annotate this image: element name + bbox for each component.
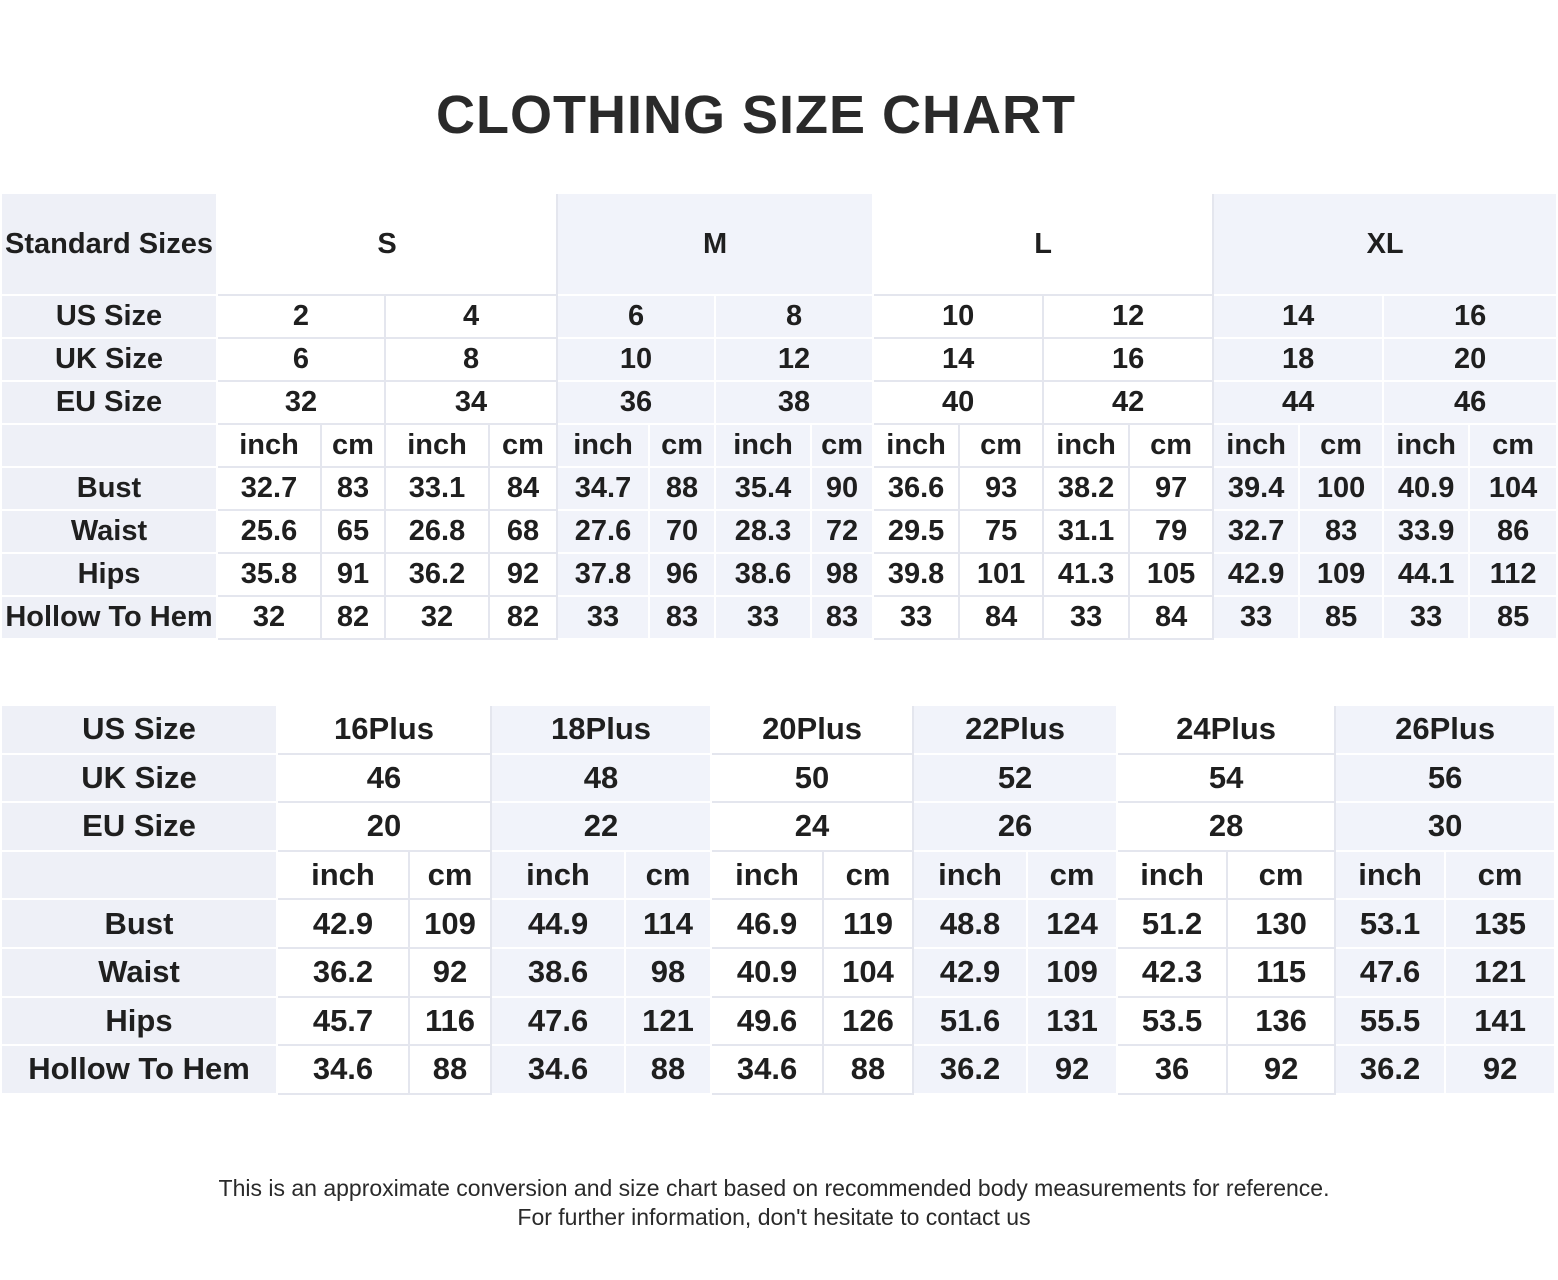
measurement-cell: 82 <box>322 597 386 640</box>
table-row <box>2 803 1556 852</box>
size-cell: 40 <box>874 382 1044 425</box>
measurement-cell: 36.2 <box>386 554 490 597</box>
table-row <box>2 852 1556 901</box>
table-row <box>2 900 1556 949</box>
measurement-cell: 51.2 <box>1118 900 1228 949</box>
size-cell: 38 <box>716 382 874 425</box>
measurement-cell: 65 <box>322 511 386 554</box>
measurement-cell: 83 <box>322 468 386 511</box>
measurement-cell: 55.5 <box>1336 998 1446 1047</box>
measurement-cell: 124 <box>1028 900 1118 949</box>
measurement-cell: 112 <box>1470 554 1558 597</box>
standard-size-table <box>2 194 1558 640</box>
unit-cell: inch <box>492 852 626 901</box>
measurement-cell: 33 <box>874 597 960 640</box>
measurement-cell: 33.1 <box>386 468 490 511</box>
unit-cell: inch <box>218 425 322 468</box>
row-label: US Size <box>2 706 278 755</box>
measurement-cell: 86 <box>1470 511 1558 554</box>
size-cell: 54 <box>1118 755 1336 804</box>
size-cell: 6 <box>218 339 386 382</box>
measurement-cell: 98 <box>812 554 874 597</box>
size-cell: 16 <box>1044 339 1214 382</box>
size-cell: 20 <box>1384 339 1558 382</box>
measurement-cell: 32.7 <box>218 468 322 511</box>
size-cell: 12 <box>1044 296 1214 339</box>
measurement-cell: 92 <box>1028 1046 1118 1095</box>
measurement-cell: 34.6 <box>278 1046 410 1095</box>
unit-cell: inch <box>712 852 824 901</box>
measurement-cell: 33 <box>716 597 812 640</box>
footer-note: This is an approximate conversion and size chart based on recommended body measurements for reference. <box>218 1175 1330 1201</box>
measurement-cell: 115 <box>1228 949 1336 998</box>
table-row <box>2 949 1556 998</box>
measurement-cell: 84 <box>490 468 558 511</box>
measurement-cell: 91 <box>322 554 386 597</box>
measurement-cell: 32 <box>218 597 322 640</box>
measurement-cell: 88 <box>650 468 716 511</box>
size-cell: 24Plus <box>1118 706 1336 755</box>
measurement-cell: 33 <box>558 597 650 640</box>
unit-cell: cm <box>650 425 716 468</box>
size-cell: 36 <box>558 382 716 425</box>
measurement-cell: 36 <box>1118 1046 1228 1095</box>
measurement-cell: 33 <box>1384 597 1470 640</box>
measurement-cell: 28.3 <box>716 511 812 554</box>
unit-cell: cm <box>490 425 558 468</box>
measurement-label: Hollow To Hem <box>2 1046 278 1095</box>
measurement-cell: 98 <box>626 949 712 998</box>
unit-cell: inch <box>386 425 490 468</box>
size-cell: 20 <box>278 803 492 852</box>
size-cell: 14 <box>874 339 1044 382</box>
unit-cell: inch <box>558 425 650 468</box>
size-cell: 14 <box>1214 296 1384 339</box>
measurement-cell: 68 <box>490 511 558 554</box>
table-row <box>2 706 1556 755</box>
measurement-cell: 116 <box>410 998 492 1047</box>
unit-cell: cm <box>824 852 914 901</box>
measurement-cell: 79 <box>1130 511 1214 554</box>
measurement-cell: 72 <box>812 511 874 554</box>
measurement-cell: 33 <box>1044 597 1130 640</box>
measurement-cell: 90 <box>812 468 874 511</box>
measurement-cell: 36.2 <box>914 1046 1028 1095</box>
measurement-cell: 121 <box>626 998 712 1047</box>
measurement-cell: 32.7 <box>1214 511 1300 554</box>
measurement-cell: 96 <box>650 554 716 597</box>
measurement-cell: 75 <box>960 511 1044 554</box>
unit-row-label <box>2 425 218 468</box>
measurement-cell: 34.7 <box>558 468 650 511</box>
size-cell: 34 <box>386 382 558 425</box>
measurement-cell: 104 <box>824 949 914 998</box>
size-cell: 30 <box>1336 803 1556 852</box>
size-cell: 16 <box>1384 296 1558 339</box>
measurement-label: Hips <box>2 998 278 1047</box>
unit-cell: cm <box>1028 852 1118 901</box>
row-label: EU Size <box>2 803 278 852</box>
measurement-cell: 88 <box>824 1046 914 1095</box>
size-cell: 42 <box>1044 382 1214 425</box>
measurement-cell: 136 <box>1228 998 1336 1047</box>
measurement-cell: 105 <box>1130 554 1214 597</box>
measurement-cell: 29.5 <box>874 511 960 554</box>
measurement-cell: 84 <box>960 597 1044 640</box>
size-cell: 8 <box>386 339 558 382</box>
size-cell: 6 <box>558 296 716 339</box>
size-cell: 44 <box>1214 382 1384 425</box>
size-group-header: L <box>874 194 1214 296</box>
measurement-cell: 100 <box>1300 468 1384 511</box>
size-cell: 10 <box>874 296 1044 339</box>
unit-row-label <box>2 852 278 901</box>
measurement-cell: 38.6 <box>716 554 812 597</box>
table-row <box>2 597 1558 640</box>
unit-cell: cm <box>1300 425 1384 468</box>
measurement-cell: 38.2 <box>1044 468 1130 511</box>
size-cell: 22 <box>492 803 712 852</box>
row-label: US Size <box>2 296 218 339</box>
measurement-label: Hollow To Hem <box>2 597 218 640</box>
table-row <box>2 382 1558 425</box>
unit-cell: cm <box>1446 852 1556 901</box>
measurement-cell: 39.8 <box>874 554 960 597</box>
measurement-label: Waist <box>2 511 218 554</box>
size-cell: 24 <box>712 803 914 852</box>
unit-cell: cm <box>1228 852 1336 901</box>
size-cell: 26Plus <box>1336 706 1556 755</box>
measurement-cell: 114 <box>626 900 712 949</box>
measurement-cell: 48.8 <box>914 900 1028 949</box>
size-cell: 28 <box>1118 803 1336 852</box>
measurement-cell: 93 <box>960 468 1044 511</box>
measurement-cell: 53.5 <box>1118 998 1228 1047</box>
unit-cell: cm <box>322 425 386 468</box>
measurement-label: Waist <box>2 949 278 998</box>
measurement-cell: 101 <box>960 554 1044 597</box>
unit-cell: inch <box>278 852 410 901</box>
size-cell: 2 <box>218 296 386 339</box>
size-group-header: S <box>218 194 558 296</box>
size-cell: 32 <box>218 382 386 425</box>
measurement-cell: 135 <box>1446 900 1556 949</box>
measurement-cell: 119 <box>824 900 914 949</box>
measurement-cell: 40.9 <box>712 949 824 998</box>
unit-cell: cm <box>960 425 1044 468</box>
measurement-cell: 34.6 <box>712 1046 824 1095</box>
measurement-cell: 33.9 <box>1384 511 1470 554</box>
measurement-cell: 109 <box>1300 554 1384 597</box>
size-cell: 10 <box>558 339 716 382</box>
measurement-cell: 82 <box>490 597 558 640</box>
size-cell: 22Plus <box>914 706 1118 755</box>
measurement-cell: 85 <box>1300 597 1384 640</box>
measurement-cell: 45.7 <box>278 998 410 1047</box>
measurement-cell: 47.6 <box>492 998 626 1047</box>
measurement-cell: 42.3 <box>1118 949 1228 998</box>
measurement-cell: 53.1 <box>1336 900 1446 949</box>
measurement-cell: 39.4 <box>1214 468 1300 511</box>
measurement-cell: 130 <box>1228 900 1336 949</box>
table-row <box>2 998 1556 1047</box>
table-row <box>2 511 1558 554</box>
size-cell: 56 <box>1336 755 1556 804</box>
measurement-cell: 26.8 <box>386 511 490 554</box>
measurement-cell: 32 <box>386 597 490 640</box>
measurement-cell: 92 <box>1446 1046 1556 1095</box>
size-cell: 26 <box>914 803 1118 852</box>
measurement-cell: 51.6 <box>914 998 1028 1047</box>
measurement-cell: 121 <box>1446 949 1556 998</box>
measurement-cell: 83 <box>650 597 716 640</box>
size-cell: 18Plus <box>492 706 712 755</box>
row-label: UK Size <box>2 755 278 804</box>
unit-cell: inch <box>874 425 960 468</box>
table-row <box>2 1046 1556 1095</box>
size-cell: 12 <box>716 339 874 382</box>
measurement-cell: 41.3 <box>1044 554 1130 597</box>
measurement-cell: 109 <box>410 900 492 949</box>
table-row <box>2 468 1558 511</box>
unit-cell: inch <box>914 852 1028 901</box>
measurement-label: Hips <box>2 554 218 597</box>
measurement-cell: 42.9 <box>914 949 1028 998</box>
measurement-cell: 126 <box>824 998 914 1047</box>
measurement-cell: 33 <box>1214 597 1300 640</box>
measurement-cell: 35.4 <box>716 468 812 511</box>
row-label: EU Size <box>2 382 218 425</box>
unit-cell: cm <box>410 852 492 901</box>
unit-cell: cm <box>1470 425 1558 468</box>
measurement-cell: 42.9 <box>1214 554 1300 597</box>
unit-cell: inch <box>1044 425 1130 468</box>
unit-cell: inch <box>1384 425 1470 468</box>
measurement-cell: 25.6 <box>218 511 322 554</box>
measurement-cell: 35.8 <box>218 554 322 597</box>
size-group-header: M <box>558 194 874 296</box>
size-cell: 52 <box>914 755 1118 804</box>
measurement-cell: 42.9 <box>278 900 410 949</box>
size-cell: 48 <box>492 755 712 804</box>
table-row <box>2 339 1558 382</box>
measurement-label: Bust <box>2 468 218 511</box>
measurement-cell: 37.8 <box>558 554 650 597</box>
size-cell: 46 <box>278 755 492 804</box>
standard-sizes-label: Standard Sizes <box>2 194 218 296</box>
unit-cell: inch <box>1118 852 1228 901</box>
measurement-cell: 131 <box>1028 998 1118 1047</box>
row-label: UK Size <box>2 339 218 382</box>
measurement-label: Bust <box>2 900 278 949</box>
unit-cell: cm <box>1130 425 1214 468</box>
measurement-cell: 84 <box>1130 597 1214 640</box>
unit-cell: cm <box>812 425 874 468</box>
measurement-cell: 34.6 <box>492 1046 626 1095</box>
table-row <box>2 425 1558 468</box>
measurement-cell: 88 <box>626 1046 712 1095</box>
size-cell: 18 <box>1214 339 1384 382</box>
size-cell: 50 <box>712 755 914 804</box>
measurement-cell: 40.9 <box>1384 468 1470 511</box>
page-title: CLOTHING SIZE CHART <box>436 85 1076 145</box>
measurement-cell: 36.2 <box>1336 1046 1446 1095</box>
unit-cell: inch <box>1214 425 1300 468</box>
size-group-header: XL <box>1214 194 1558 296</box>
measurement-cell: 44.9 <box>492 900 626 949</box>
measurement-cell: 83 <box>812 597 874 640</box>
size-cell: 8 <box>716 296 874 339</box>
measurement-cell: 109 <box>1028 949 1118 998</box>
measurement-cell: 70 <box>650 511 716 554</box>
measurement-cell: 44.1 <box>1384 554 1470 597</box>
measurement-cell: 36.2 <box>278 949 410 998</box>
footer-contact-note: For further information, don't hesitate to contact us <box>517 1204 1031 1230</box>
size-cell: 4 <box>386 296 558 339</box>
measurement-cell: 85 <box>1470 597 1558 640</box>
measurement-cell: 104 <box>1470 468 1558 511</box>
measurement-cell: 36.6 <box>874 468 960 511</box>
size-cell: 46 <box>1384 382 1558 425</box>
unit-cell: cm <box>626 852 712 901</box>
measurement-cell: 46.9 <box>712 900 824 949</box>
table-row <box>2 554 1558 597</box>
measurement-cell: 92 <box>1228 1046 1336 1095</box>
size-cell: 20Plus <box>712 706 914 755</box>
unit-cell: inch <box>716 425 812 468</box>
table-row <box>2 296 1558 339</box>
unit-cell: inch <box>1336 852 1446 901</box>
measurement-cell: 141 <box>1446 998 1556 1047</box>
table-row <box>2 755 1556 804</box>
table-row <box>2 194 1558 296</box>
measurement-cell: 47.6 <box>1336 949 1446 998</box>
measurement-cell: 38.6 <box>492 949 626 998</box>
measurement-cell: 92 <box>410 949 492 998</box>
plus-size-table <box>2 706 1556 1095</box>
size-cell: 16Plus <box>278 706 492 755</box>
measurement-cell: 27.6 <box>558 511 650 554</box>
measurement-cell: 88 <box>410 1046 492 1095</box>
measurement-cell: 92 <box>490 554 558 597</box>
measurement-cell: 49.6 <box>712 998 824 1047</box>
measurement-cell: 31.1 <box>1044 511 1130 554</box>
measurement-cell: 83 <box>1300 511 1384 554</box>
measurement-cell: 97 <box>1130 468 1214 511</box>
